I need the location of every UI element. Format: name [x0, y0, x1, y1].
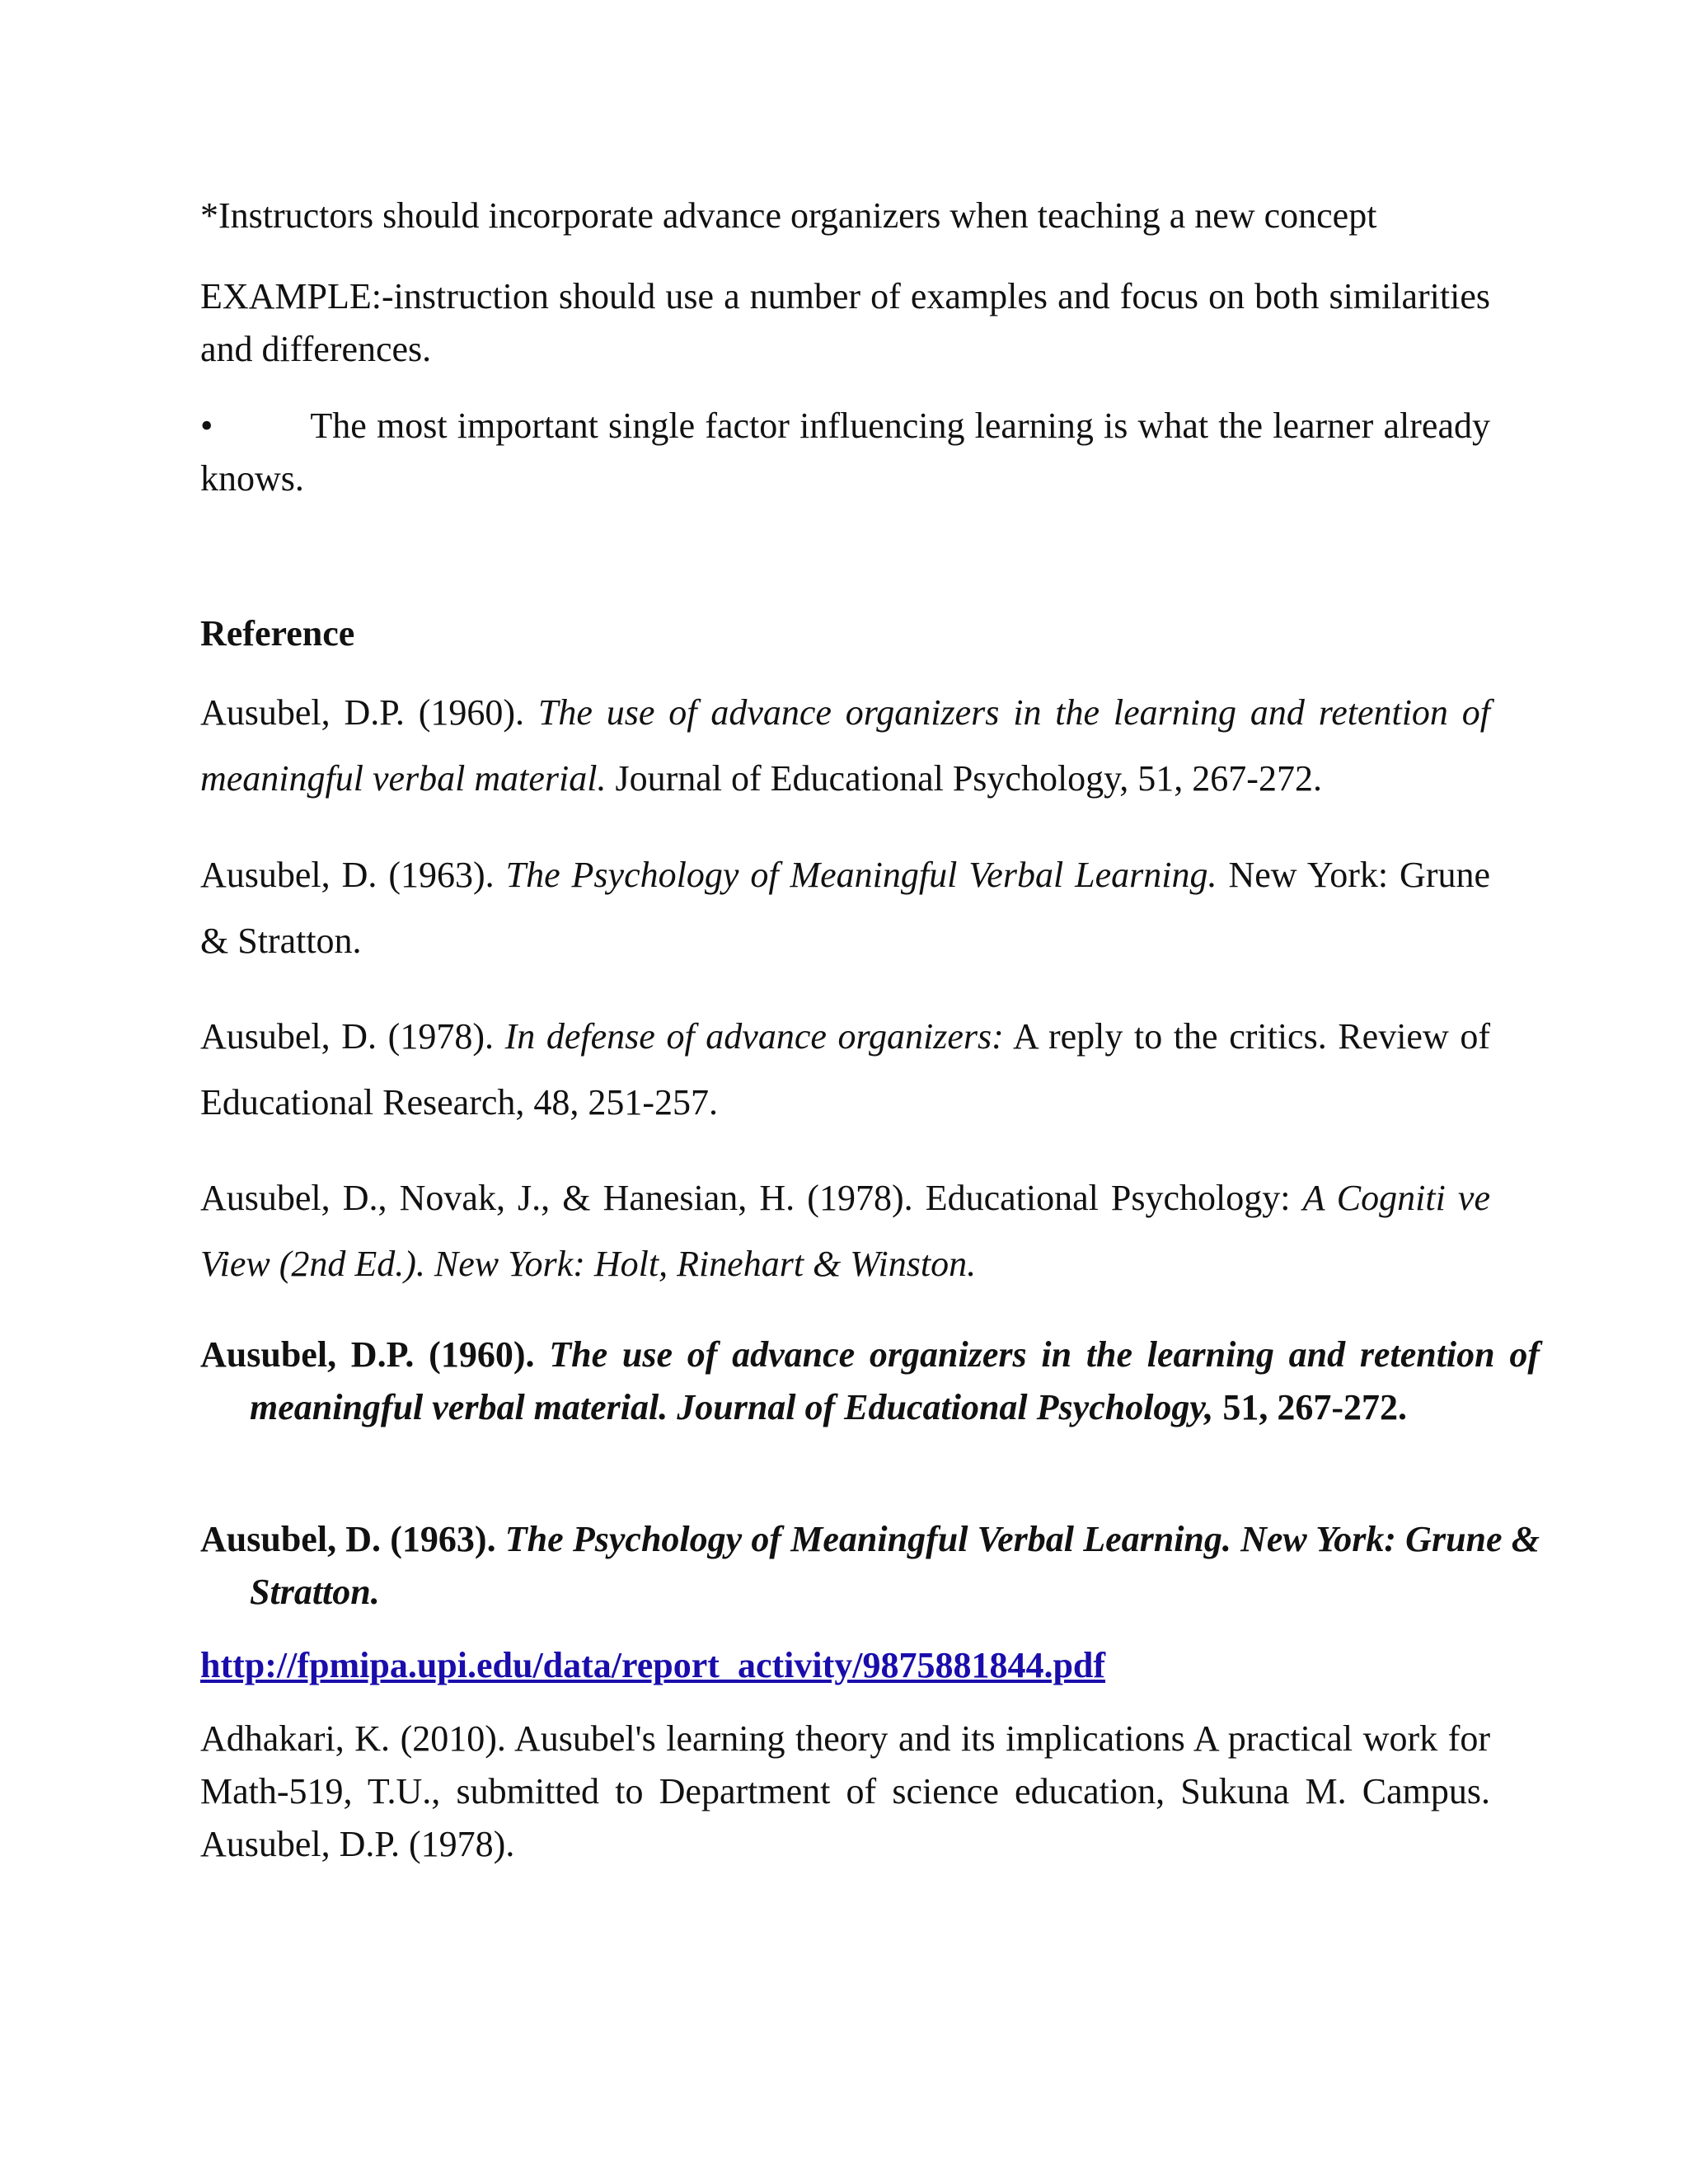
reference-3-title: In defense of advance organizers: — [504, 1016, 1004, 1057]
reference-7: Adhakari, K. (2010). Ausubel's learning theory and its implications A practical work for Math-519, T.U., submitted to Department of science education, Sukuna M. Campus. Ausubel, D.P. (1978). — [200, 1718, 1490, 1864]
reference-link-line — [200, 1644, 1490, 1686]
reference-5-source: 51, 267-272. — [1213, 1387, 1407, 1427]
reference-3-source: A reply to the critics. Review of Educational Research, 48, 251-257. — [200, 1016, 1491, 1122]
bullet-symbol: • — [200, 405, 213, 446]
reference-4-author: Ausubel, D., Novak, J., & Hanesian, H. (1978). Educational Psychology: — [200, 1178, 1303, 1218]
example-paragraph: EXAMPLE:-instruction should use a number of examples and focus on both similarities and differences. — [200, 276, 1490, 369]
reference-1 — [200, 680, 1490, 812]
reference-6-author: Ausubel, D. (1963). — [200, 1519, 505, 1559]
reference-4 — [200, 1165, 1490, 1297]
reference-2-title: The Psychology of Meaningful Verbal Learning. — [505, 855, 1217, 895]
reference-2-author: Ausubel, D. (1963). — [200, 855, 506, 895]
bullet-paragraph — [200, 400, 1490, 505]
reference-heading: Reference — [200, 613, 355, 654]
reference-2-source: New York: Grune & Stratton. — [200, 855, 1490, 961]
reference-1-title: The use of advance organizers in the learning and retention of meaningful verbal material. — [200, 692, 1491, 799]
reference-6 — [200, 1513, 1540, 1619]
reference-2 — [200, 842, 1490, 974]
instructors-line: *Instructors should incorporate advance organizers when teaching a new concept — [200, 195, 1377, 236]
reference-4-title: A Cogniti ve View (2nd Ed.). New York: Holt, Rinehart & Winston. — [200, 1178, 1490, 1284]
reference-5-title: The use of advance organizers in the learning and retention of meaningful verbal material. Journal of Educational Psychology, — [250, 1334, 1540, 1427]
reference-1-author: Ausubel, D.P. (1960). — [200, 692, 538, 733]
reference-5 — [200, 1329, 1540, 1434]
reference-5-author: Ausubel, D.P. (1960). — [200, 1334, 550, 1375]
reference-3 — [200, 1004, 1490, 1136]
reference-1-source: Journal of Educational Psychology, 51, 267-272. — [606, 758, 1322, 799]
bullet-text: The most important single factor influencing learning is what the learner already knows. — [200, 405, 1490, 499]
reference-3-author: Ausubel, D. (1978). — [200, 1016, 505, 1057]
reference-link[interactable]: http://fpmipa.upi.edu/data/report_activity/9875881844.pdf — [200, 1645, 1106, 1685]
reference-6-title: The Psychology of Meaningful Verbal Learning. New York: Grune & Stratton. — [250, 1519, 1540, 1612]
